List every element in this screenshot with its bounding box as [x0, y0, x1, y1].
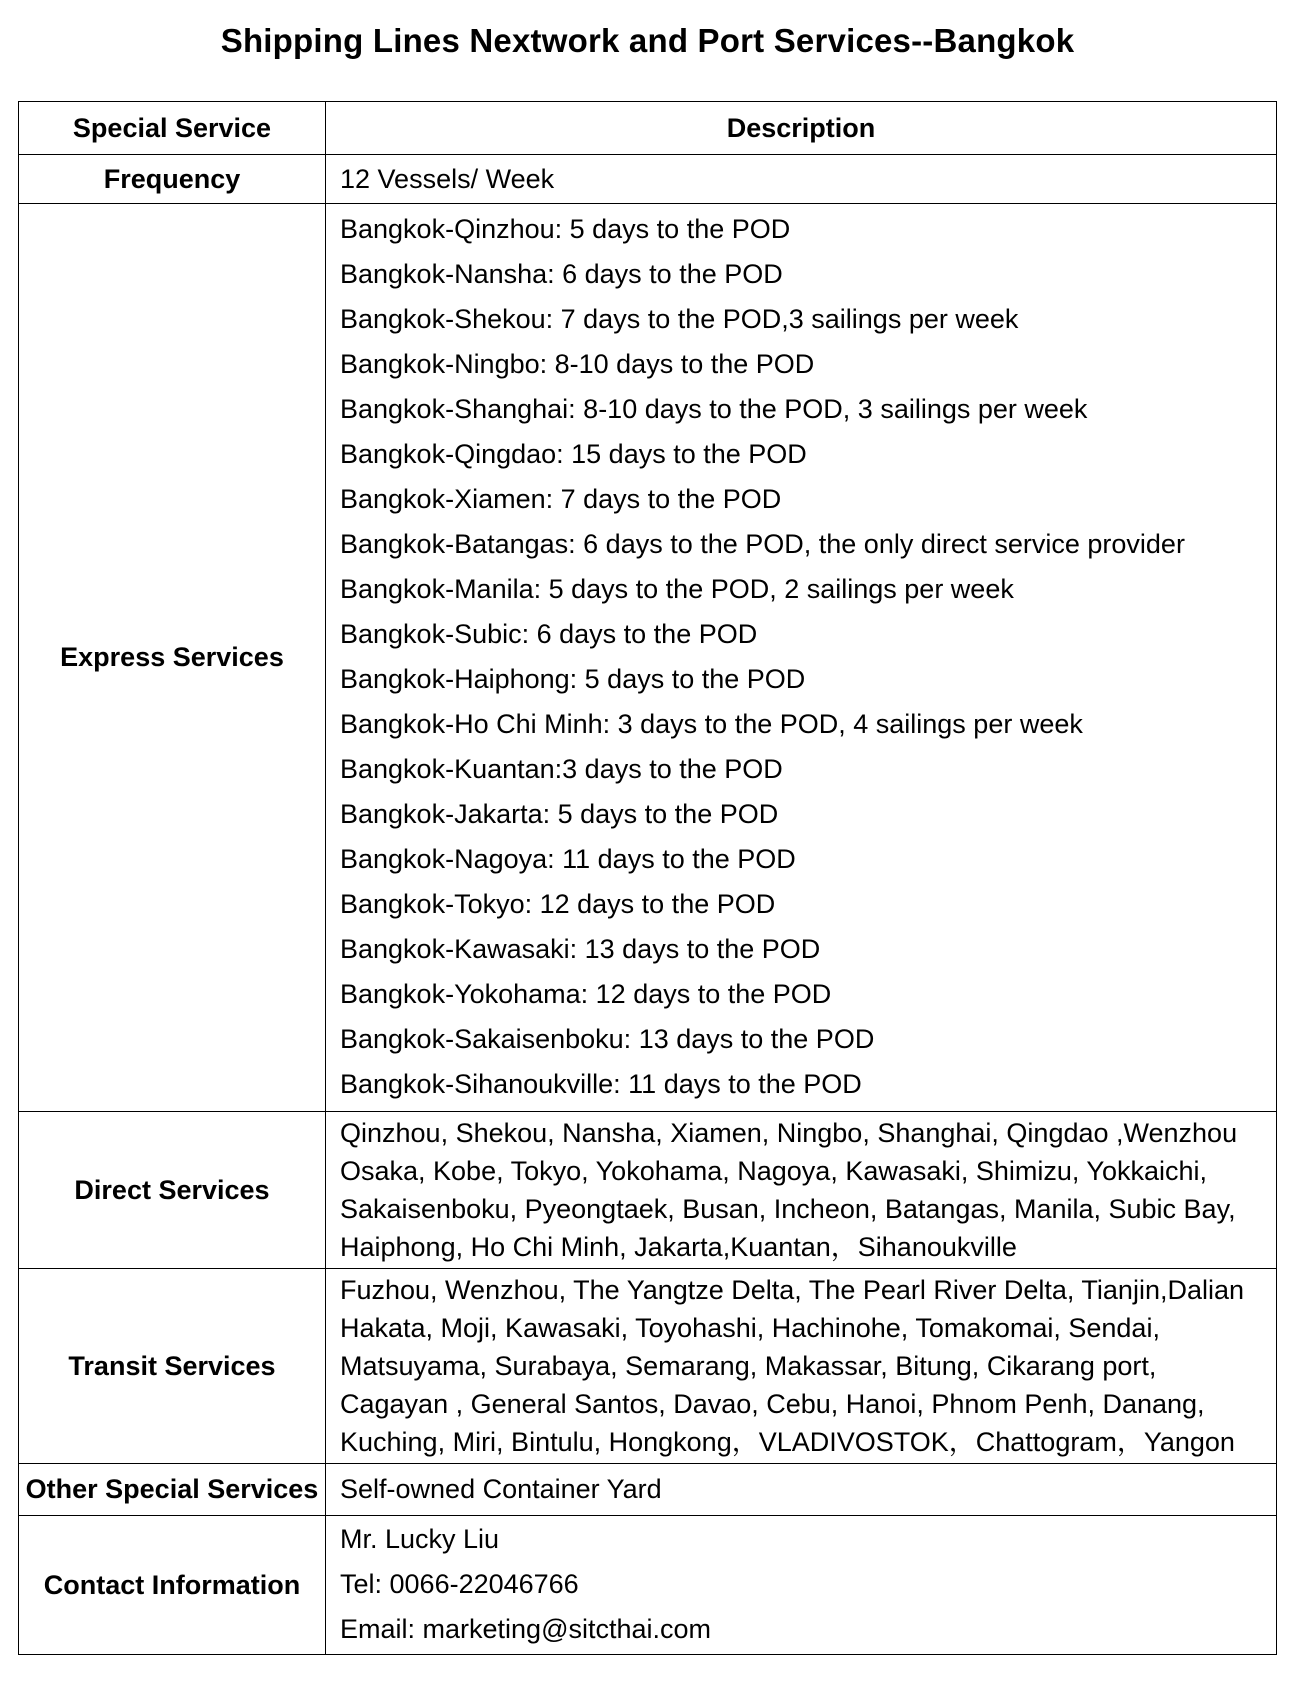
transit-line: Hakata, Moji, Kawasaki, Toyohashi, Hachinohe, Tomakomai, Sendai,: [340, 1313, 1160, 1343]
express-services-row: [19, 204, 1277, 1112]
direct-services-label: Direct Services: [19, 1112, 326, 1269]
express-line: Bangkok-Nansha: 6 days to the POD: [340, 259, 783, 289]
express-line: Bangkok-Subic: 6 days to the POD: [340, 619, 758, 649]
express-line: Bangkok-Qinzhou: 5 days to the POD: [340, 214, 791, 244]
page-title: Shipping Lines Nextwork and Port Services--Bangkok: [220, 22, 1075, 59]
direct-services-list: [326, 1112, 1277, 1269]
express-services-label: Express Services: [19, 204, 326, 1112]
express-line: Bangkok-Shekou: 7 days to the POD,3 sailings per week: [340, 304, 1019, 334]
other-services-row: [19, 1464, 1277, 1516]
direct-line: Haiphong, Ho Chi Minh, Jakarta,Kuantan，Sihanoukville: [340, 1232, 1017, 1262]
direct-services-row: [19, 1112, 1277, 1269]
express-line: Bangkok-Sakaisenboku: 13 days to the POD: [340, 1024, 875, 1054]
express-line: Bangkok-Batangas: 6 days to the POD, the only direct service provider: [340, 529, 1185, 559]
contact-details: [326, 1516, 1277, 1655]
express-line: Bangkok-Kawasaki: 13 days to the POD: [340, 934, 821, 964]
table-header-row: [19, 102, 1277, 155]
contact-label: Contact Information: [19, 1516, 326, 1655]
frequency-row: [19, 155, 1277, 204]
transit-services-list: [326, 1269, 1277, 1464]
contact-name: Mr. Lucky Liu: [340, 1524, 500, 1554]
transit-services-label: Transit Services: [19, 1269, 326, 1464]
express-line: Bangkok-Xiamen: 7 days to the POD: [340, 484, 782, 514]
direct-line: Osaka, Kobe, Tokyo, Yokohama, Nagoya, Kawasaki, Shimizu, Yokkaichi,: [340, 1156, 1208, 1186]
header-special-service: Special Service: [19, 102, 326, 155]
transit-line: Fuzhou, Wenzhou, The Yangtze Delta, The Pearl River Delta, Tianjin,Dalian: [340, 1275, 1244, 1305]
contact-row: [19, 1516, 1277, 1655]
express-line: Bangkok-Qingdao: 15 days to the POD: [340, 439, 807, 469]
other-services-value: Self-owned Container Yard: [326, 1464, 1277, 1516]
services-table: [18, 101, 1277, 1655]
contact-phone: Tel: 0066-22046766: [340, 1569, 579, 1599]
header-description: Description: [326, 102, 1277, 155]
express-line: Bangkok-Kuantan:3 days to the POD: [340, 754, 783, 784]
express-line: Bangkok-Nagoya: 11 days to the POD: [340, 844, 796, 874]
direct-line: Sakaisenboku, Pyeongtaek, Busan, Incheon, Batangas, Manila, Subic Bay,: [340, 1194, 1236, 1224]
direct-line: Qinzhou, Shekou, Nansha, Xiamen, Ningbo, Shanghai, Qingdao ,Wenzhou: [340, 1118, 1238, 1148]
frequency-label: Frequency: [19, 155, 326, 204]
express-line: Bangkok-Manila: 5 days to the POD, 2 sailings per week: [340, 574, 1014, 604]
express-line: Bangkok-Jakarta: 5 days to the POD: [340, 799, 779, 829]
transit-line: Kuching, Miri, Bintulu, Hongkong，VLADIVOSTOK，Chattogram，Yangon: [340, 1427, 1235, 1457]
express-line: Bangkok-Ho Chi Minh: 3 days to the POD, 4 sailings per week: [340, 709, 1083, 739]
transit-line: Matsuyama, Surabaya, Semarang, Makassar, Bitung, Cikarang port,: [340, 1351, 1157, 1381]
express-line: Bangkok-Haiphong: 5 days to the POD: [340, 664, 806, 694]
other-services-label: Other Special Services: [19, 1464, 326, 1516]
express-line: Bangkok-Yokohama: 12 days to the POD: [340, 979, 832, 1009]
transit-services-row: [19, 1269, 1277, 1464]
express-services-list: [326, 204, 1277, 1112]
express-line: Bangkok-Tokyo: 12 days to the POD: [340, 889, 776, 919]
express-line: Bangkok-Ningbo: 8-10 days to the POD: [340, 349, 815, 379]
frequency-value: 12 Vessels/ Week: [326, 155, 1277, 204]
express-line: Bangkok-Sihanoukville: 11 days to the POD: [340, 1069, 862, 1099]
contact-email: Email: marketing@sitcthai.com: [340, 1614, 712, 1644]
transit-line: Cagayan , General Santos, Davao, Cebu, Hanoi, Phnom Penh, Danang,: [340, 1389, 1205, 1419]
express-line: Bangkok-Shanghai: 8-10 days to the POD, 3 sailings per week: [340, 394, 1088, 424]
